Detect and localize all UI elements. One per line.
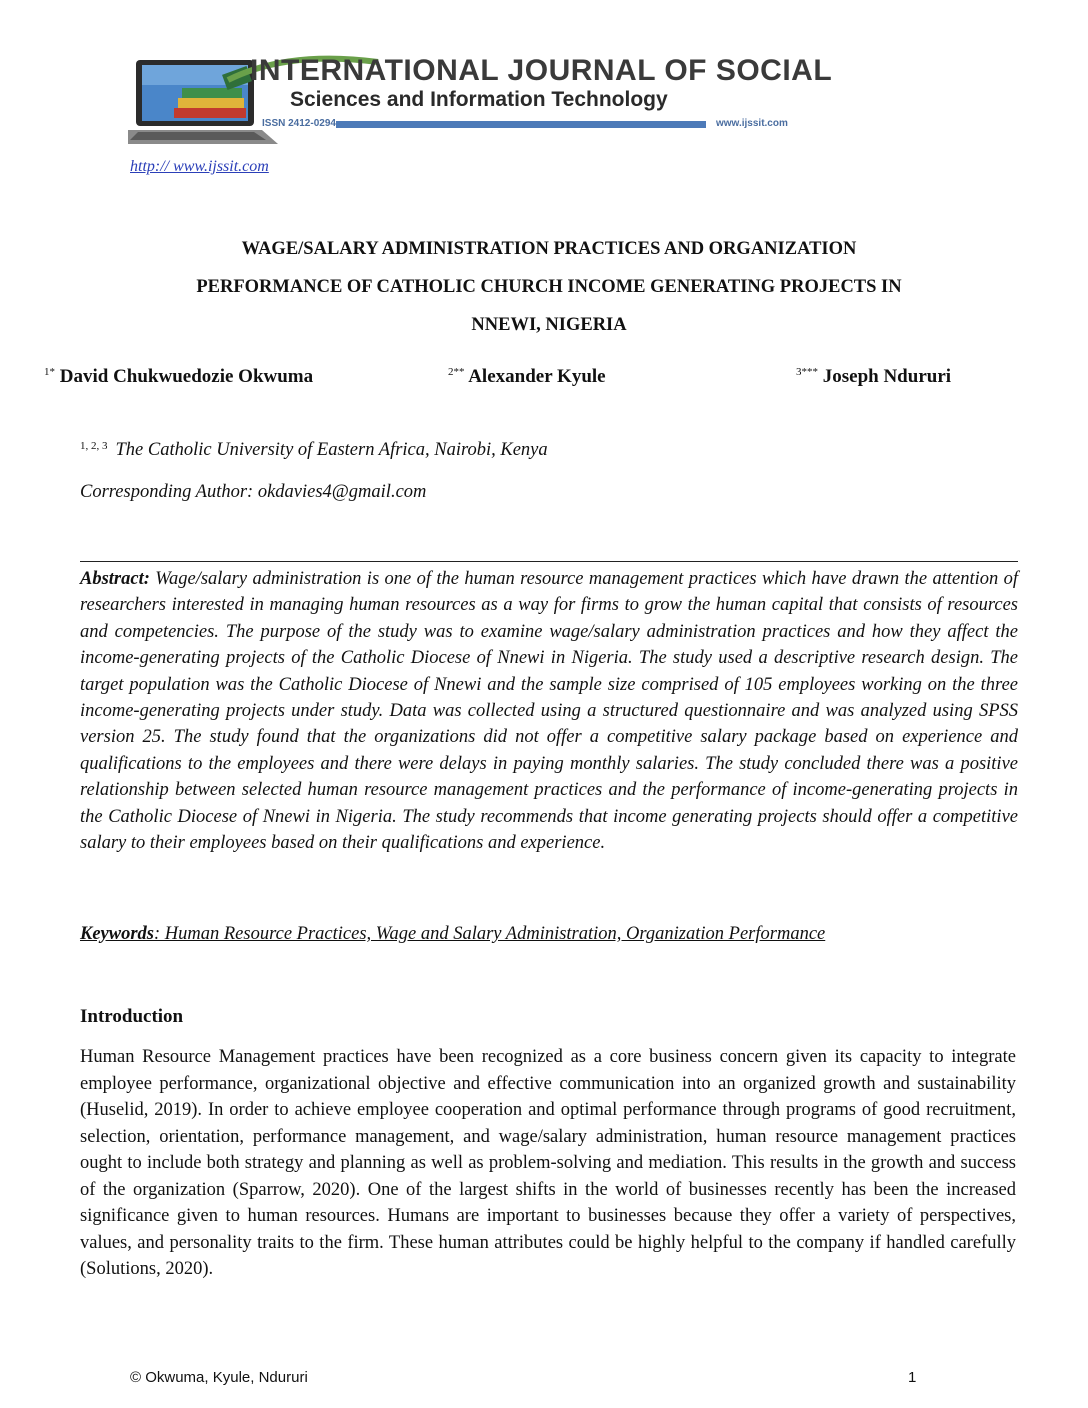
section-heading-introduction: Introduction (80, 1006, 184, 1027)
paper-title (80, 230, 1018, 344)
title-line: PERFORMANCE OF CATHOLIC CHURCH INCOME GENERATING PROJECTS IN (196, 277, 902, 297)
keywords-label: Keywords (80, 924, 154, 944)
journal-website-link[interactable]: http:// www.ijssit.com (130, 158, 269, 175)
journal-title: INTERNATIONAL JOURNAL OF SOCIAL (250, 54, 833, 87)
introduction-paragraph: Human Resource Management practices have been recognized as a core business concern given its capacity to integrate employee performance, organizational objective and effective communication into an organized growth and sustainability (Huselid, 2019). In order to achieve employee cooperation and optimal performance through programs of good recruitment, selection, orientation, performance management, and wage/salary administration, human resource management practices ought to include both strategy and planning as well as problem-solving and mediation. This results in the growth and success of the organization (Sparrow, 2020). One of the largest shifts in the world of businesses recently has been the increased significance given to human resources. Humans are important to businesses because they offer a variety of perspectives, values, and personality traits to the firm. These human attributes could be highly helpful to the company if handled carefully (Solutions, 2020). (80, 1047, 1016, 1279)
abstract-text: Wage/salary administration is one of the human resource management practices which have drawn the attention of researchers interested in managing human resources as a way for firms to grow the human capital that consists of resources and competencies. The purpose of the study was to examine wage/salary administration practices and how they affect the income-generating projects of the Catholic Diocese of Nnewi in Nigeria. The study used a descriptive research design. The target population was the Catholic Diocese of Nnewi and the sample size comprised of 105 employees working on the three income-generating projects under study. Data was collected using a structured questionnaire and was analyzed using SPSS version 25. The study found that the organizations did not offer a competitive salary package based on experience and qualifications to the employees and there were delays in paying monthly salaries. The study concluded there was a positive relationship between selected human resource management practices and the performance of income-generating projects in the Catholic Diocese of Nnewi in Nigeria. The study recommends that income generating projects should offer a competitive salary to their employees based on their qualifications and experience. (80, 569, 1019, 854)
title-line: NNEWI, NIGERIA (471, 315, 627, 335)
abstract-label: Abstract: (80, 569, 150, 589)
issn-label: ISSN 2412-0294 (262, 118, 336, 129)
author-name: Joseph Ndururi (822, 366, 952, 387)
journal-subtitle: Sciences and Information Technology (290, 88, 668, 111)
affiliation (80, 440, 548, 461)
author-name: Alexander Kyule (468, 366, 606, 387)
author-3 (796, 366, 951, 388)
book-green (182, 88, 242, 98)
affiliation-text: The Catholic University of Eastern Africa, Nairobi, Kenya (115, 440, 548, 460)
keywords (80, 924, 976, 945)
banner-website: www.ijssit.com (716, 118, 788, 129)
abstract-divider (80, 561, 1018, 562)
abstract (80, 566, 1018, 856)
author-2 (448, 366, 606, 388)
footer-copyright: © Okwuma, Kyule, Ndururi (130, 1369, 308, 1386)
author-name: David Chukwuedozie Okwuma (59, 366, 314, 387)
author-marker: 3*** (796, 366, 818, 378)
title-line: WAGE/SALARY ADMINISTRATION PRACTICES AND ORGANIZATION (241, 239, 857, 259)
book-red (174, 108, 246, 118)
author-marker: 2** (448, 366, 465, 378)
keywords-text: : Human Resource Practices, Wage and Salary Administration, Organization Performance (154, 924, 826, 944)
corresponding-author: Corresponding Author: okdavies4@gmail.com (80, 482, 427, 502)
book-yellow (178, 98, 244, 108)
page-number: 1 (908, 1369, 917, 1386)
affiliation-marker: 1, 2, 3 (80, 440, 108, 452)
banner-divider-bar (336, 121, 706, 128)
author-marker: 1* (44, 366, 55, 378)
author-1 (44, 366, 313, 388)
